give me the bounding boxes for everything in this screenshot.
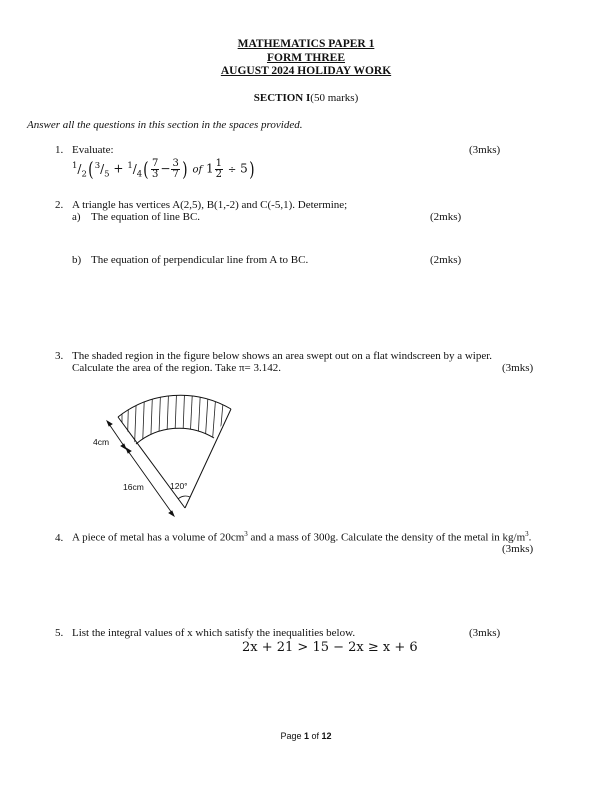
- instructions: Answer all the questions in this section in the spaces provided.: [27, 119, 303, 131]
- page-current: 1: [303, 731, 309, 741]
- title-line-3: AUGUST 2024 HOLIDAY WORK: [220, 65, 392, 77]
- section-label: SECTION I: [253, 92, 311, 104]
- question-3-marks: (3mks): [502, 362, 534, 374]
- question-2b-marks: (2mks): [430, 254, 462, 266]
- question-2a-marks: (2mks): [430, 211, 462, 223]
- part-text: The equation of perpendicular line from A to BC.: [91, 254, 309, 266]
- title-line-2: FORM THREE: [266, 51, 346, 64]
- question-5-inequality: 2x + 21 > 15 − 2x ≥ x + 6: [242, 640, 418, 655]
- question-number: 4.: [55, 531, 64, 544]
- question-number: 5.: [55, 627, 64, 639]
- question-1-expression: $^1/_2(^3/_5 + ^1/_4$( $\frac{7}{3}$ − $\frac{3}{7}$ ) of 1 $\frac{1}{2}$ ÷ 5): [72, 157, 255, 181]
- part-label: b): [72, 254, 82, 266]
- question-1-marks: (3mks): [469, 144, 501, 156]
- question-text: List the integral values of x which satisfy the inequalities below.: [72, 627, 356, 639]
- question-text-line-1: The shaded region in the figure below shows an area swept out on a flat windscreen by a wiper.: [72, 350, 493, 362]
- question-number: 2.: [55, 199, 64, 211]
- label-4cm: 4cm: [93, 437, 110, 447]
- part-label: a): [72, 211, 81, 223]
- page-footer: Page 1 of 12: [280, 731, 332, 741]
- part-text: The equation of line BC.: [91, 211, 201, 223]
- question-4-marks: (3mks): [502, 543, 534, 555]
- question-5-marks: (3mks): [469, 627, 501, 639]
- question-5: [55, 627, 355, 639]
- dimension-arrows: [107, 421, 174, 516]
- question-text: Evaluate:: [72, 144, 114, 156]
- question-3-line-2: Calculate the area of the region. Take π= 3.142.: [72, 362, 282, 374]
- title-line-1: MATHEMATICS PAPER 1: [237, 38, 375, 50]
- section-marks: (50 marks): [310, 92, 359, 104]
- question-number: 1.: [55, 144, 64, 156]
- label-16cm: 16cm: [123, 482, 144, 492]
- question-number: 3.: [55, 350, 64, 362]
- question-text: A triangle has vertices A(2,5), B(1,-2) and C(-5,1). Determine;: [72, 199, 348, 211]
- page-total: 12: [321, 731, 332, 741]
- question-4: 4. A piece of metal has a volume of $20cm^3$ and a mass of 300g. Calculate the density of the metal in $kg/m^3$.: [55, 530, 532, 544]
- label-angle: 120°: [170, 481, 188, 491]
